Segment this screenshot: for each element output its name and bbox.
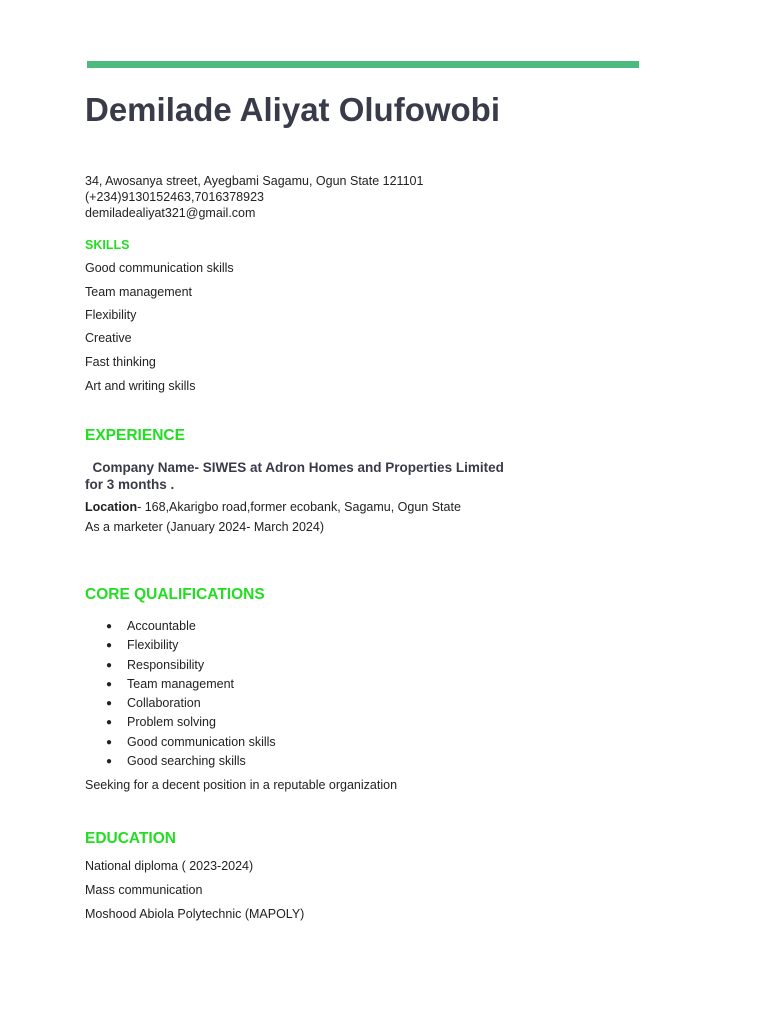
skill-item: Flexibility [85,308,137,322]
list-item [85,656,276,675]
skill-item: Creative [85,331,132,345]
list-item [85,752,276,771]
bullet-icon: ● [106,698,113,710]
contact-phone: (+234)9130152463,7016378923 [85,190,264,204]
qualification-text: Flexibility [127,638,179,653]
job-location [85,499,461,515]
header-accent-bar [87,61,639,68]
job-title-line: Company Name- SIWES at Adron Homes and Properties Limited [85,460,504,475]
skills-heading: SKILLS [85,238,130,252]
career-objective: Seeking for a decent position in a reputable organization [85,778,398,792]
location-value: - 168,Akarigbo road,former ecobank, Sagamu, Ogun State [137,500,461,514]
list-item [85,617,276,636]
candidate-name: Demilade Aliyat Olufowobi [85,91,500,128]
bullet-icon: ● [106,659,113,671]
qualifications-list [85,617,276,771]
education-heading: EDUCATION [85,830,176,847]
list-item [85,733,276,752]
education-item: Mass communication [85,883,203,897]
contact-email: demiladealiyat321@gmail.com [85,206,256,220]
skill-item: Art and writing skills [85,379,196,393]
qualification-text: Collaboration [127,696,201,711]
skill-item: Fast thinking [85,355,156,369]
job-role: As a marketer (January 2024- March 2024) [85,520,324,534]
experience-heading: EXPERIENCE [85,427,185,444]
bullet-icon: ● [106,640,113,652]
contact-block [85,173,423,221]
list-item [85,675,276,694]
contact-address: 34, Awosanya street, Ayegbami Sagamu, Ogun State 121101 [85,174,424,188]
skill-item: Team management [85,285,193,299]
qualification-text: Problem solving [127,715,216,730]
location-label: Location [85,500,138,514]
education-item: National diploma ( 2023-2024) [85,859,254,873]
qualification-text: Accountable [127,619,196,633]
job-duration-line: for 3 months . [85,477,175,492]
qualifications-heading: CORE QUALIFICATIONS [85,586,265,603]
qualification-text: Responsibility [127,657,205,672]
bullet-icon: ● [106,621,113,632]
qualification-text: Good searching skills [127,754,246,769]
job-title [85,459,504,493]
education-item: Moshood Abiola Polytechnic (MAPOLY) [85,907,305,921]
qualification-text: Team management [127,676,235,691]
bullet-icon: ● [106,717,113,729]
bullet-icon: ● [106,678,113,690]
bullet-icon: ● [106,736,113,748]
bullet-icon: ● [106,756,113,768]
skill-item: Good communication skills [85,261,234,275]
qualification-text: Good communication skills [127,734,276,749]
list-item [85,694,276,713]
list-item [85,636,276,655]
list-item [85,713,276,732]
